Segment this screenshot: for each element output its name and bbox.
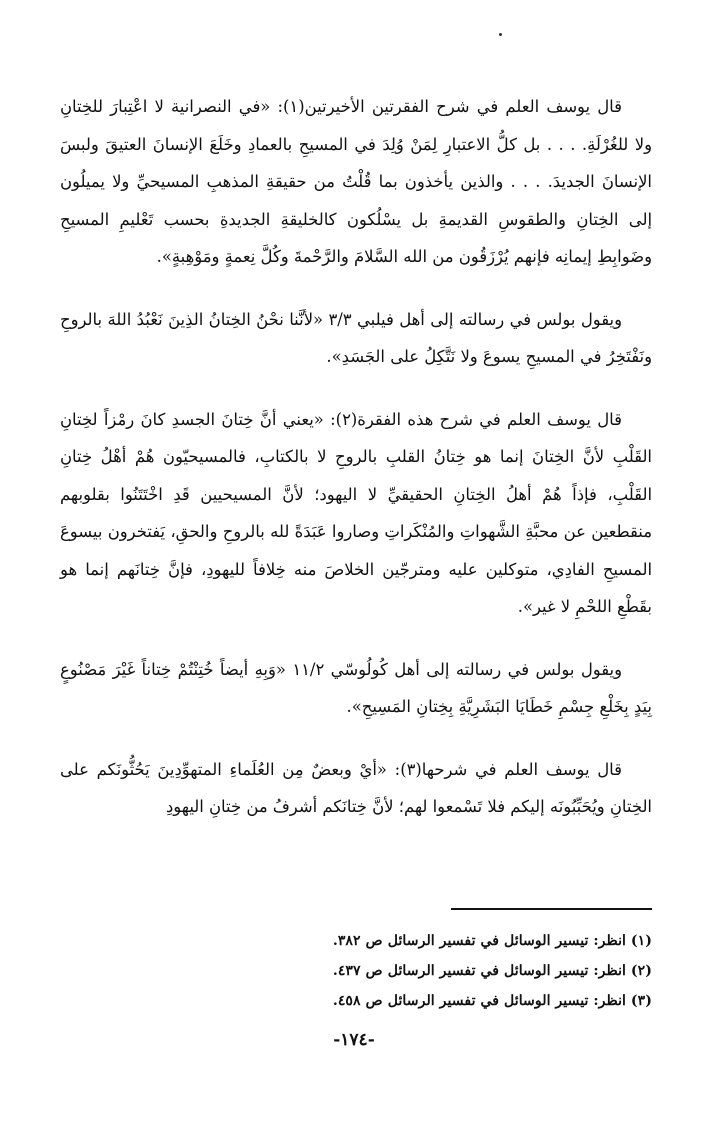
paragraph-3 bbox=[60, 401, 652, 626]
paragraph-1 bbox=[60, 88, 652, 276]
footnote-2: (٢) انظر: تيسير الوسائل في تفسير الرسائل ص ٤٣٧. bbox=[332, 963, 652, 979]
paragraph-2 bbox=[60, 301, 652, 376]
paragraph-5 bbox=[60, 751, 652, 826]
footnote-3: (٣) انظر: تيسير الوسائل في تفسير الرسائل ص ٤٥٨. bbox=[332, 993, 652, 1009]
page-number: -١٧٤- bbox=[333, 1030, 375, 1050]
paragraph-1-text: قال يوسف العلم في شرح الفقرتين الأخيرتين(١): «في النصرانية لا اعْتِبارَ للخِتانِ ولا للغُرْلَةِ. . . . بل كلُّ الاعتبارِ لِمَنْ وُلِدَ في المسيحِ بالعمادِ وخَلَعَ الإنسانَ العتيقَ ولبسَ الإنسانَ الجديدَ. . . . والذين يأخذون بما قُلْتُ من حقيقةِ المذهبِ المسيحيِّ ولا يميلُون إلى الخِتانِ والطقوسِ القديمةِ بل يسْلُكون كالخليقةِ الجديدةِ بحسب تَعْليمِ المسيحِ وضَوابِطِ إيمانِه فإنهم يُرْزَقُون من الله السَّلامَ والرَّحْمةَ وكُلَّ نِعمةٍ ومَوْهِبةٍ». bbox=[60, 97, 652, 266]
main-text bbox=[60, 88, 652, 826]
paragraph-2-text: ويقول بولس في رسالته إلى أهل فيلبي ٣/٣ «لأنَّنا نحْنُ الخِتانُ الذِينَ نَعْبُدُ اللهَ بالروحِ ونَفْتَخِرُ في المسيحِ يسوعَ ولا نَتَّكِلُ على الجَسَدِ». bbox=[60, 309, 652, 366]
print-speck bbox=[499, 33, 502, 36]
paragraph-3-text: قال يوسف العلم في شرح هذه الفقرة(٢): «يعني أنَّ خِتانَ الجسدِ كانَ رمْزاً لخِتانِ القَلْبِ لأنَّ الخِتانَ إنما هو خِتانُ القلبِ بالروحِ لا بالكتابِ، فالمسيحيّون هُمْ أهْلُ خِتانِ القَلْبِ، فإذاً هُمْ أهلُ الخِتانِ الحقيقيِّ لا اليهود؛ لأنَّ المسيحيين قَدِ اخْتَتَنُوا بقلوبهم منقطعين عن محبَّةِ الشَّهواتِ والمُنْكَراتِ وصاروا عَبَدَةً لله بالروحِ والحقِ، يَفتخرون بيسوعَ المسيحِ الفادِي، متوكلين عليه ومترجّين الخلاصَ منه خِلافاً لليهودِ، فإنَّ خِتانَهم إنما هو بقَطْعِ اللحْمِ لا غير». bbox=[60, 409, 652, 616]
footnote-divider bbox=[451, 908, 652, 910]
paragraph-4-text: ويقول بولس في رسالته إلى أهل كُولُوسّي ١١/٢ «وَبِهِ أيضاً خُتِنْتُمْ خِتاناً غَيْرَ مَصْنُوعٍ بِيَدٍ بِخَلْعِ جِسْمِ خَطَايَا البَشَرِيَّةِ بِخِتانِ المَسِيحِ». bbox=[60, 659, 652, 716]
footnotes bbox=[60, 926, 652, 1016]
footnote-1: (١) انظر: تيسير الوسائل في تفسير الرسائل ص ٣٨٢. bbox=[332, 933, 652, 949]
paragraph-5-text: قال يوسف العلم في شرحها(٣): «أيْ وبعضٌ مِن العُلَماءِ المتهوِّدِينَ يَحُثُّونَكم على الخِتانِ ويُحَبِّبُونَه إليكم فلا تَسْمعوا لهم؛ لأنَّ خِتانَكم أشرفُ من خِتانِ اليهودِ bbox=[60, 759, 652, 816]
paragraph-4 bbox=[60, 651, 652, 726]
